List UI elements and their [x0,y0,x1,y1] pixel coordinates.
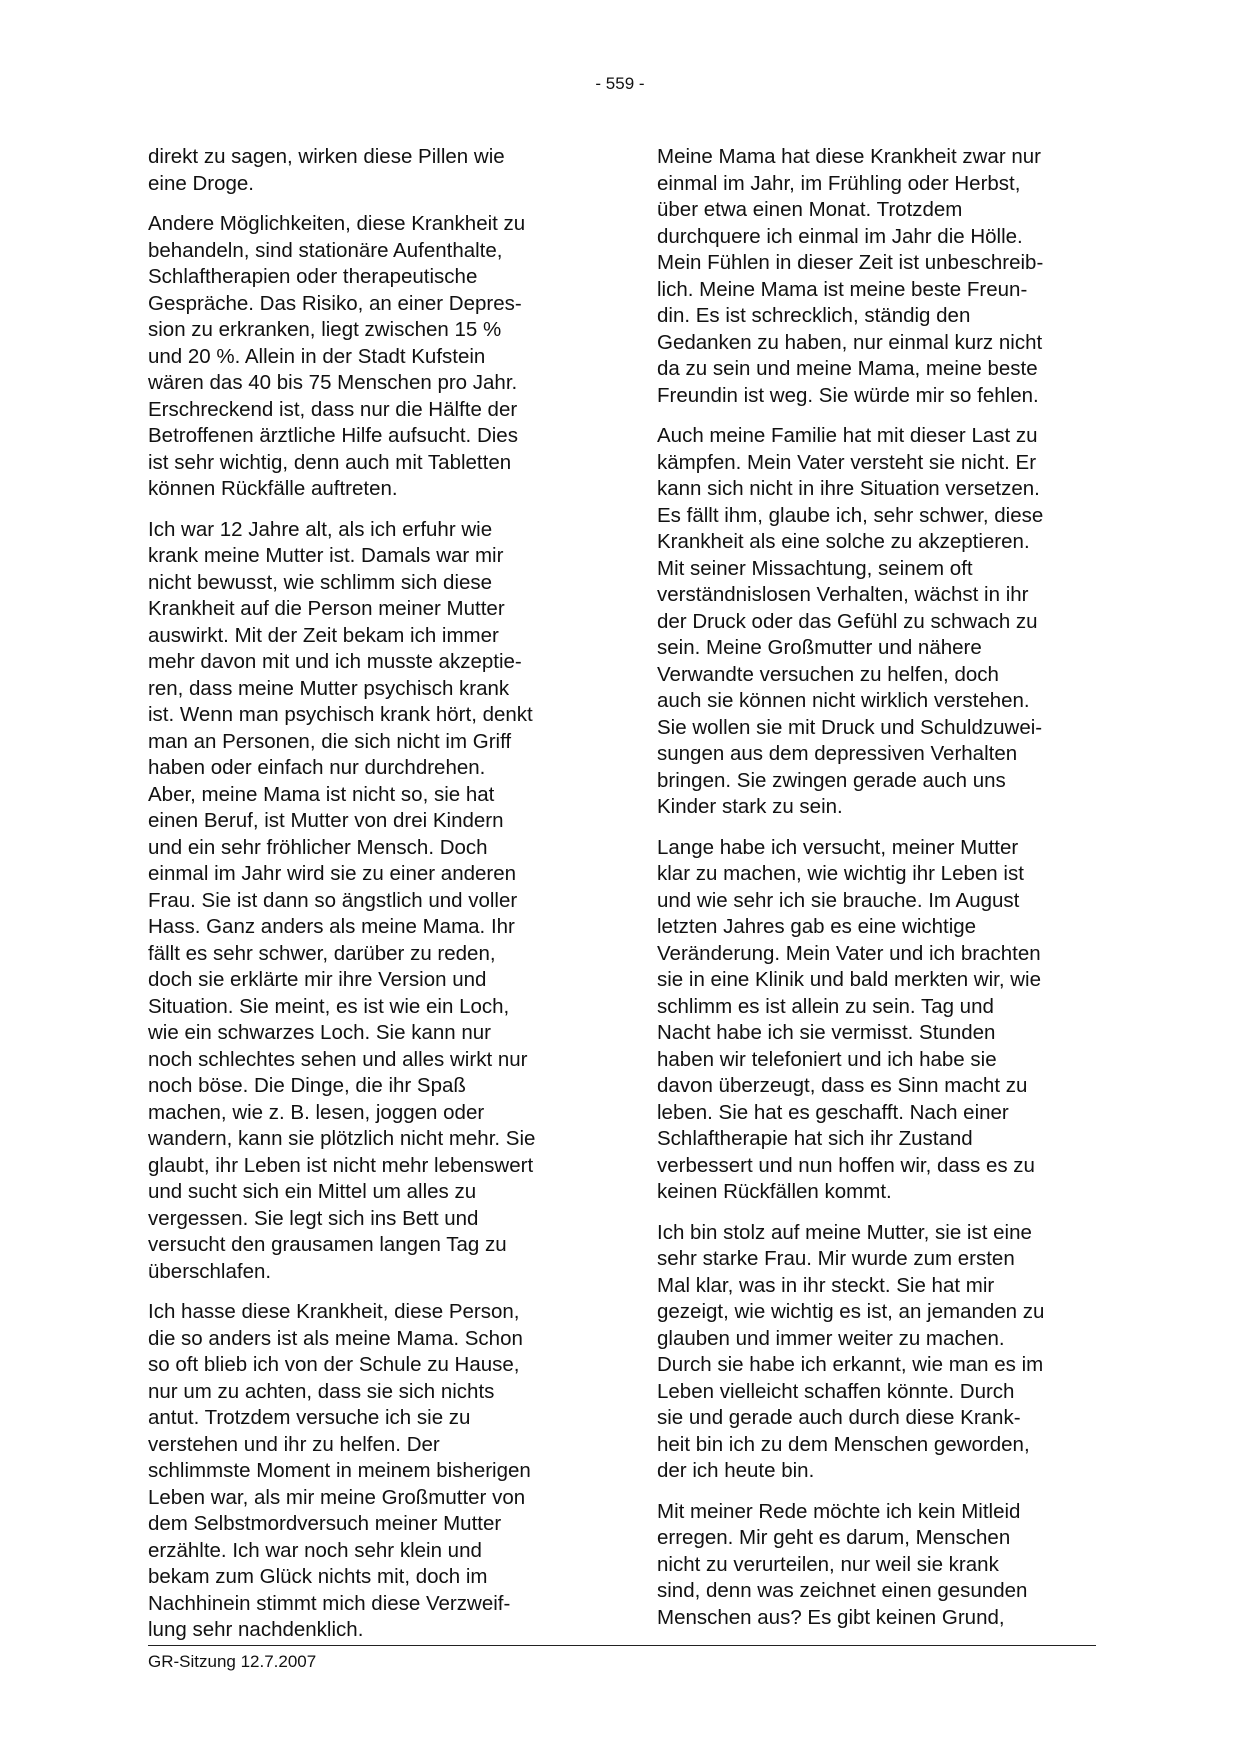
paragraph: Ich bin stolz auf meine Mutter, sie ist eine sehr starke Frau. Mir wurde zum ersten Mal klar, was in ihr steckt. Sie hat mir gezeigt, wie wichtig es ist, an jemanden zu glauben und immer weiter zu machen. Durch sie habe ich erkannt, wie man es im Leben vielleicht schaffen könnte. Durch sie und gerade auch durch diese Krank- heit bin ich zu dem Menschen geworden, der ich heute bin. [657,1220,1045,1482]
paragraph: Ich war 12 Jahre alt, als ich erfuhr wie krank meine Mutter ist. Damals war mir nicht bewusst, wie schlimm sich diese Krankheit auf die Person meiner Mutter auswirkt. Mit der Zeit bekam ich immer mehr davon mit und ich musste akzeptie- ren, dass meine Mutter psychisch krank ist. Wenn man psychisch krank hört, denkt man an Personen, die sich nicht im Griff haben oder einfach nur durchdrehen. Aber, meine Mama ist nicht so, sie hat einen Beruf, ist Mutter von drei Kindern und ein sehr fröhlicher Mensch. Doch einmal im Jahr wird sie zu einer anderen Frau. Sie ist dann so ängstlich und voller Hass. Ganz anders als meine Mama. Ihr fällt es sehr schwer, darüber zu reden, doch sie erklärte mir ihre Version und Situation. Sie meint, es ist wie ein Loch, wie ein schwarzes Loch. Sie kann nur noch schlechtes sehen und alles wirkt nur noch böse. Die Dinge, die ihr Spaß machen, wie z. B. lesen, joggen oder wandern, kann sie plötzlich nicht mehr. Sie glaubt, ihr Leben ist nicht mehr lebenswert und sucht sich ein Mittel um alles zu vergessen. Sie legt sich ins Bett und versucht den grausamen langen Tag zu überschlafen. [148,517,536,1283]
footer-divider [148,1645,1096,1646]
paragraph: Ich hasse diese Krankheit, diese Person, die so anders ist als meine Mama. Schon so oft blieb ich von der Schule zu Hause, nur um zu achten, dass sie sich nichts antut. Trotzdem versuche ich sie zu verstehen und ihr zu helfen. Der schlimmste Moment in meinem bisherigen Leben war, als mir meine Großmutter von dem Selbstmordversuch meiner Mutter erzählte. Ich war noch sehr klein und bekam zum Glück nichts mit, doch im Nachhinein stimmt mich diese Verzweif- lung sehr nachdenklich. [148,1300,531,1641]
paragraph: Meine Mama hat diese Krankheit zwar nur einmal im Jahr, im Frühling oder Herbst, über etwa einen Monat. Trotzdem durchquere ich einmal im Jahr die Hölle. Mein Fühlen in dieser Zeit ist unbeschreib- lich. Meine Mama ist meine beste Freun- din. Es ist schrecklich, ständig den Gedanken zu haben, nur einmal kurz nicht da zu sein und meine Mama, meine beste Freundin ist weg. Sie würde mir so fehlen. [657,145,1044,407]
paragraph: Mit meiner Rede möchte ich kein Mitleid erregen. Mir geht es darum, Menschen nicht zu verurteilen, nur weil sie krank sind, denn was zeichnet einen gesunden Menschen aus? Es gibt keinen Grund, [657,1499,1028,1629]
paragraph: Andere Möglichkeiten, diese Krankheit zu behandeln, sind stationäre Aufenthalte, Schlaftherapien oder therapeutische Gespräche. Das Risiko, an einer Depres- sion zu erkranken, liegt zwischen 15 % und 20 %. Allein in der Stadt Kufstein wären das 40 bis 75 Menschen pro Jahr. Erschreckend ist, dass nur die Hälfte der Betroffenen ärztliche Hilfe aufsucht. Dies ist sehr wichtig, denn auch mit Tabletten können Rückfälle auftreten. [148,212,526,500]
right-column [657,144,1107,1645]
paragraph: Lange habe ich versucht, meiner Mutter klar zu machen, wie wichtig ihr Leben ist und wie sehr ich sie brauche. Im August letzten Jahres gab es eine wichtige Veränderung. Mein Vater und ich brachten sie in eine Klinik und bald merkten wir, wie schlimm es ist allein zu sein. Tag und Nacht habe ich sie vermisst. Stunden haben wir telefoniert und ich habe sie davon überzeugt, dass es Sinn macht zu leben. Sie hat es geschafft. Nach einer Schlaftherapie hat sich ihr Zustand verbessert und nun hoffen wir, dass es zu keinen Rückfällen kommt. [657,835,1041,1203]
paragraph: direkt zu sagen, wirken diese Pillen wie eine Droge. [148,145,505,195]
left-column [148,144,594,1658]
footer-text: GR-Sitzung 12.7.2007 [148,1652,317,1671]
paragraph: Auch meine Familie hat mit dieser Last zu kämpfen. Mein Vater versteht sie nicht. Er kann sich nicht in ihre Situation versetzen. Es fällt ihm, glaube ich, sehr schwer, diese Krankheit als eine solche zu akzeptieren. Mit seiner Missachtung, seinem oft verständnislosen Verhalten, wächst in ihr der Druck oder das Gefühl zu schwach zu sein. Meine Großmutter und nähere Verwandte versuchen zu helfen, doch auch sie können nicht wirklich verstehen. Sie wollen sie mit Druck und Schuldzuwei- sungen aus dem depressiven Verhalten bringen. Sie zwingen gerade auch uns Kinder stark zu sein. [657,424,1044,818]
page-number: - 559 - [595,74,645,93]
